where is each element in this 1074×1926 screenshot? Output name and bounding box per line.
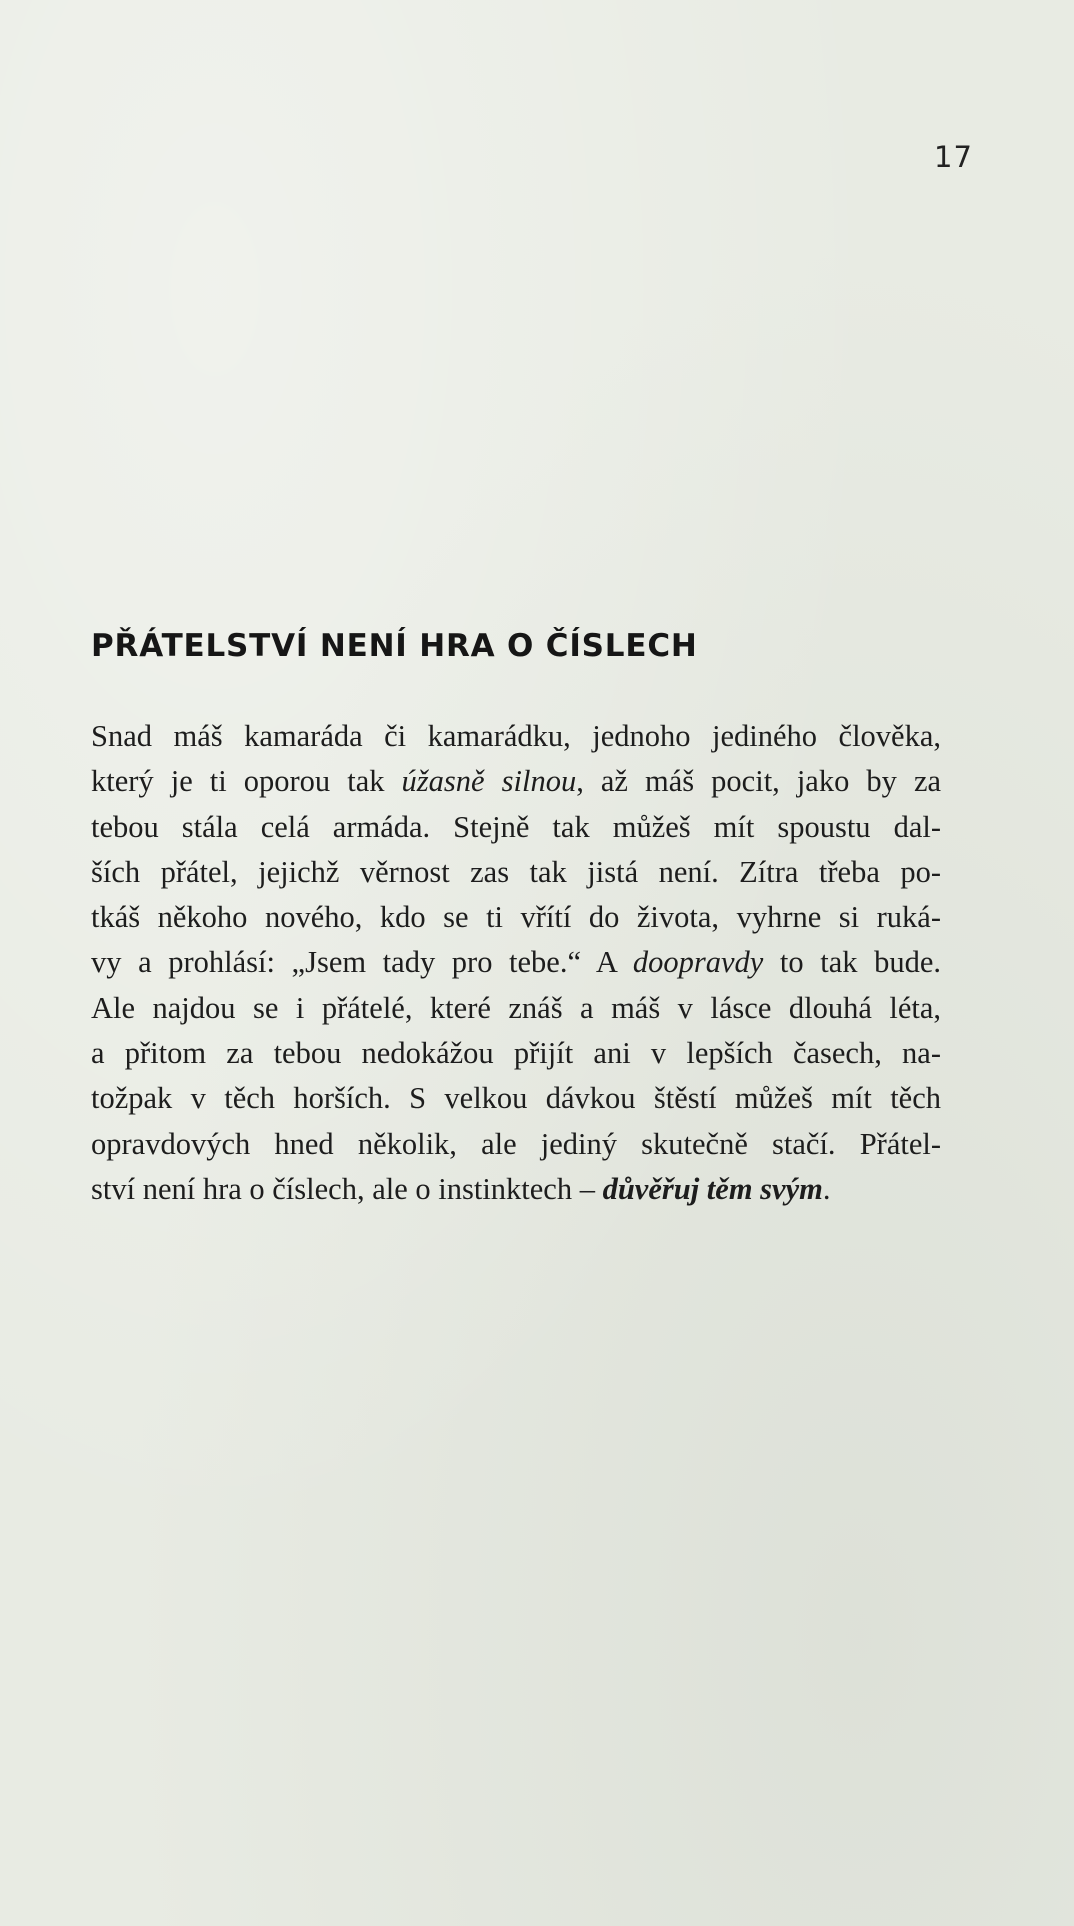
emphasis-text: úžasně silnou bbox=[401, 764, 577, 799]
paragraph-line bbox=[91, 759, 941, 804]
paragraph-line bbox=[91, 1031, 941, 1076]
paragraph-line bbox=[91, 940, 941, 985]
paragraph-line bbox=[91, 986, 941, 1031]
text-segment: tebou stála celá armáda. Stejně tak můžeš mít spoustu dal- bbox=[91, 809, 941, 844]
body-paragraph bbox=[91, 714, 941, 1212]
text-segment: a přitom za tebou nedokážou přijít ani v lepších časech, na- bbox=[91, 1036, 941, 1071]
text-segment: ších přátel, jejichž věrnost zas tak jistá není. Zítra třeba po- bbox=[91, 854, 941, 889]
text-segment: Snad máš kamaráda či kamarádku, jednoho jediného člověka, bbox=[91, 719, 941, 753]
paragraph-line bbox=[91, 714, 941, 759]
paragraph-line bbox=[91, 895, 941, 940]
paragraph-line bbox=[91, 850, 941, 895]
page-number: 17 bbox=[934, 140, 973, 174]
paragraph-line bbox=[91, 1122, 941, 1167]
strong-emphasis-text: důvěřuj těm svým bbox=[602, 1171, 823, 1206]
paragraph-line bbox=[91, 1167, 941, 1212]
chapter-heading: PŘÁTELSTVÍ NENÍ HRA O ČÍSLECH bbox=[91, 628, 698, 664]
text-segment: vy a prohlásí: „Jsem tady pro tebe.“ A bbox=[91, 945, 633, 980]
text-segment: který je ti oporou tak bbox=[91, 764, 402, 799]
text-segment: to tak bude. bbox=[763, 945, 941, 980]
paragraph-line bbox=[91, 805, 941, 850]
text-segment: , až máš pocit, jako by za bbox=[576, 764, 942, 799]
text-segment: Ale najdou se i přátelé, které znáš a máš v lásce dlouhá léta, bbox=[91, 990, 941, 1025]
text-segment: tožpak v těch horších. S velkou dávkou štěstí můžeš mít těch bbox=[91, 1081, 941, 1116]
text-segment: tkáš někoho nového, kdo se ti vřítí do života, vyhrne si ruká- bbox=[91, 900, 941, 935]
text-segment: opravdových hned několik, ale jediný skutečně stačí. Přátel- bbox=[91, 1126, 941, 1161]
text-segment: ství není hra o číslech, ale o instinktech – bbox=[91, 1171, 603, 1206]
paragraph-line bbox=[91, 1076, 941, 1121]
emphasis-text: doopravdy bbox=[632, 945, 764, 980]
text-segment: . bbox=[822, 1171, 831, 1206]
